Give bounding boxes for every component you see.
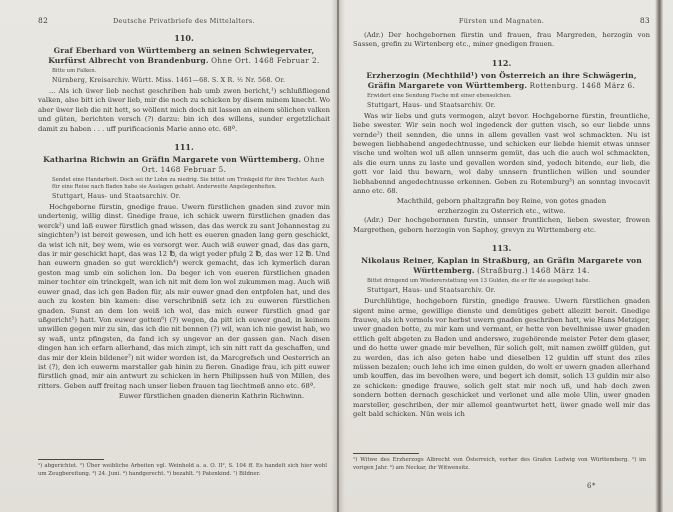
left-running-title: Deutsche Privatbriefe des Mittelalters.	[112, 17, 256, 25]
letter-111-heading-parties: Katharina Richwin an Gräfin Margarete von Württemberg.	[43, 155, 302, 165]
letter-111-regest: Sendet eine Handarbeit. Doch sei ihr Lohn zu niedrig. Sie bittet um Trinkgeld für ihre Tochter. Auch für eine Reise nach Baden habe sie Auslagen gehabt. Anderweite Angelegenheiten.	[52, 177, 324, 191]
right-footnote-rule	[353, 453, 419, 454]
letter-110-heading-date: Ohne Ort. 1468 Februar 2.	[211, 56, 320, 65]
letter-113-heading-parties: Nikolaus Reiner, Kaplan in Straßburg, an Gräfin Margarete von Württemberg.	[361, 256, 642, 276]
page-edge-shadow	[655, 0, 663, 512]
letter-111-number: 111.	[174, 142, 194, 153]
letter-110-number: 110.	[174, 33, 194, 43]
letter-112-regest: Erwidert eine Sendung Fische mit einer ebensolchen.	[367, 92, 512, 99]
right-page-header	[353, 16, 650, 25]
letter-112-heading	[355, 71, 648, 91]
letter-110-heading-parties: Graf Eberhard von Württemberg an seinen Schwiegervater, Kurfürst Albrecht von Brandenburg.	[48, 46, 315, 65]
letter-113-heading	[355, 256, 648, 276]
letter-113-source: Stuttgart, Haus- und Staatsarchiv. Or.	[367, 287, 496, 295]
letter-113-body: Durchlühtige, hochgeborn fürstin, gnedige frauwe. Uwern fürstlichen gnaden sigent mine arme, gewillige dienste und demütiges gebett allezitt bereit. Gnedige frauwe, als ich vormols vor herbst uwern gnaden geschriben hatt, wie Hans Metziger, uwer gnaden botte, zu mir kam und vermant, er hette von bevelhnisse uwer gnaden ettlich gelt abgeten zu Baden und anderswo, zugehörende meister Peter dem glaser, und do hette uwer gnade mir bevelhen, für solich gelt, mit namen zwölff gülden, gut zu werden, das ich also geten habe und dieselben 12 guldin uff stunt des ziles müssen bezalen; ouch lehe ich ime einen gulden, do wolt er uwern gnaden allerhand umb kouffen, das im bevolhen were, und begert ich domit, solich 13 guldin mir also ze schicken: gnedige frauwe, solich gelt stat mir noch uß, und hab doch zwen sondern botten dernach geschicket und verlonet und alle mole Ulin, uwer gnaden marsteller, geschriben, der mir allemol geantwurtet hett, üwer gnade well mir das gelt bald schicken. Nün weis ich	[353, 297, 650, 418]
letter-111-heading-date: Ohne Ort. 1468 Februar 5.	[141, 155, 325, 175]
letter-110-source: Nürnberg, Kreisarchiv. Württ. Miss. 1461—68. S. X R. ½ Nr. 568. Or.	[52, 77, 286, 84]
letter-112-body: Was wir liebs und guts vermogen, alzyt bevor. Hochgeborne fürstin, freuntliche, liebe swester. Wir sein noch wol ingedenck der gutten visch, so eur liebde unns vernde²) theil sennden, die unns in allem gevallen vast wol schmackten. Nu ist bewegen liebhabend angedechtnusse, und schicken eur liebde hiemit etwas unnser vische und wolten wol uß allen unnserm gemüt, das uch die auch wol schmackten, als die eurn unns zu laste und gevallen worden sind, yedoch bitende, eur lieb, die gott vor laid thu bewarn, wol daby unnsern fruntlichen willen und sounder liebhabennd angedechtnusse erkennen. Geben zu Rotemburg³) an sonntag invocavit anno etc. 68.	[353, 111, 650, 196]
letter-111-heading	[40, 155, 328, 175]
letter-112-heading-date: Rottenburg. 1468 März 6.	[529, 80, 636, 90]
letter-111	[38, 142, 330, 402]
letter-112	[353, 58, 650, 235]
left-page-header	[38, 16, 330, 25]
right-running-title: Fürsten und Magnaten.	[458, 17, 545, 25]
left-page-number: 82	[38, 16, 49, 25]
letter-111-address: (Adr.) Der hochgebornen fürstin und frauen, frau Margreden, herzogin von Sassen, grefin zu Wirtenberg etc., miner gnedigen frauen.	[353, 31, 650, 49]
letter-110	[38, 33, 330, 134]
left-footnote-rule	[38, 459, 104, 460]
letter-110-regest: Bitte um Falken.	[52, 68, 97, 74]
right-footnote-area	[353, 453, 646, 472]
right-page	[340, 0, 658, 512]
letter-112-address: (Adr.) Der hochgebornnen furstin, unnser fruntlichen, lieben swester, frowen Margrethen, geborn herzogin von Saphoy, grevyn zu Wirttemberg etc.	[353, 216, 650, 234]
right-footnotes: ¹) Witwe des Erzherzogs Albrecht von Österreich, vorher des Grafen Ludwig von Württemberg. ²) im vorigen Jahr. ³) am Neckar, ihr Witwensitz.	[353, 457, 646, 471]
letter-110-heading	[40, 46, 328, 66]
letter-112-number: 112.	[491, 57, 512, 68]
letter-111-signature: Euwer fürstlichen gnaden dienerin Kathrin Richwinn.	[118, 392, 305, 401]
printer-signature-mark: 6*	[587, 482, 596, 490]
letter-113-heading-date: (Straßburg.) 1468 März 14.	[477, 266, 590, 276]
letter-112-source: Stuttgart, Haus- und Staatsarchiv. Or.	[367, 101, 496, 109]
letter-113-number: 113.	[491, 243, 512, 254]
letter-112-heading-parties: Erzherzogin (Mechthild¹) von Österreich an ihre Schwägerin, Gräfin Margarete von Württemberg.	[366, 70, 637, 90]
letter-111-source: Stuttgart, Haus- und Staatsarchiv. Or.	[52, 193, 181, 201]
left-footnote-area	[38, 459, 327, 478]
letter-112-signature: Machthild, geborn phaltzgrafin bey Reine, von gotes gnaden erzherzogin zu Osterrich etc., witwe.	[396, 197, 607, 215]
right-page-number: 83	[639, 16, 650, 25]
letter-110-body: ... Als ich üwer lieb nechst geschriben hab umb zwen bericht,¹) schlußfliegend valken, also bitt ich üwer lieb, mir die noch zu schicken by disem minem knecht. Wo aber üwer lieb die nit hett, so wöllent mich doch nit lassen an einem sölichen valken und güten, berichten versch (?) darzu: bin ich des willens, sunder ergetzlichait damit zu haben . . . uff purificacionis Marie anno etc. 68ª.	[38, 87, 330, 133]
letter-111-body: Hochgeborne fürstin, gnedige fraue. Uwern fürstlichen gnaden sind zuvor min undertenig, willig dinst. Gnedige fraue, ich schick uwern fürstlichen gnaden das werck²) und laß euwer fürstlich gnad wissen, das das werck zu sant Johannestag zu singichten³) ist bereit gewesen, und ich hett es eueren gnaden lang gern geschickt, da wist ich nit, bey wem, wie es versorgt wer. Auch wiß euwer gnad, das das garn, das ir mir geschickt hapt, das was 12 ℔, da wigt yeder pfulg 2 ℔, das wer 12 ℔. Und han euwern gnaden so gut wercklich⁴) werck gemacht, das ich kymerlich daran geston mag umb ein solichen lon. Da beger ich von eueren fürstlichen gnaden miner tochter ein trinckgelt, wan ich nit mit dem lon wol zukummen mag. Auch wiß euwer gnad, das ich gen Baden für, als mir euwer gnad den entpfolen hat, und des auch zu kosten bin kamen: dise verschribniß setz ich zu euweren fürstlichen gnaden. Sunst an dem lon weiß ich wol, das mich euwer fürstlich gnad gar ußgericht⁵) hatt. Von euwer gotten⁶) (?) wegen, da pitt ich euwer gnad, in keinem unwillen gegen mir zu sin, das ich die nit bennen (?) wil, wan ich nie gewist hab, wo sy waß, untz pfingsten, da fand ich sy ungevor an der gassen gan. Nach disen dingen han ich erfarn allerhand, das mich zimpt, ich sin nitt ratt da geschaffen, und das mir der klein bildener⁷) nit wider worden ist, da Marcgrefsch und Oesterrich an ist (?), den ich euwerm marstaller gab hinin zu fieren. Gnadige frau, ich pitt euwer fürstlich gnad, mir ain antwurt zu schicken in hern Philipssen huß von Millen, des ritters. Geben auff freitag nach unser lieben frauen tag liechtmeß anno etc. 68ª.	[38, 203, 330, 390]
left-footnotes: ¹) abgerichtet. ²) Über weibliche Arbeiten vgl. Weinhold a. a. O. II², S. 104 ff. Es handelt sich hier wohl um Zeugbereitung. ³) 24. Juni. ⁴) handgerecht. ⁵) bezahlt. ⁶) Patenkind. ⁷) Bildner.	[38, 463, 327, 477]
letter-113-regest: Bittet dringend um Wiedererstattung von 13 Gulden, die er für sie ausgelegt habe.	[367, 278, 591, 285]
letter-113	[353, 243, 650, 419]
